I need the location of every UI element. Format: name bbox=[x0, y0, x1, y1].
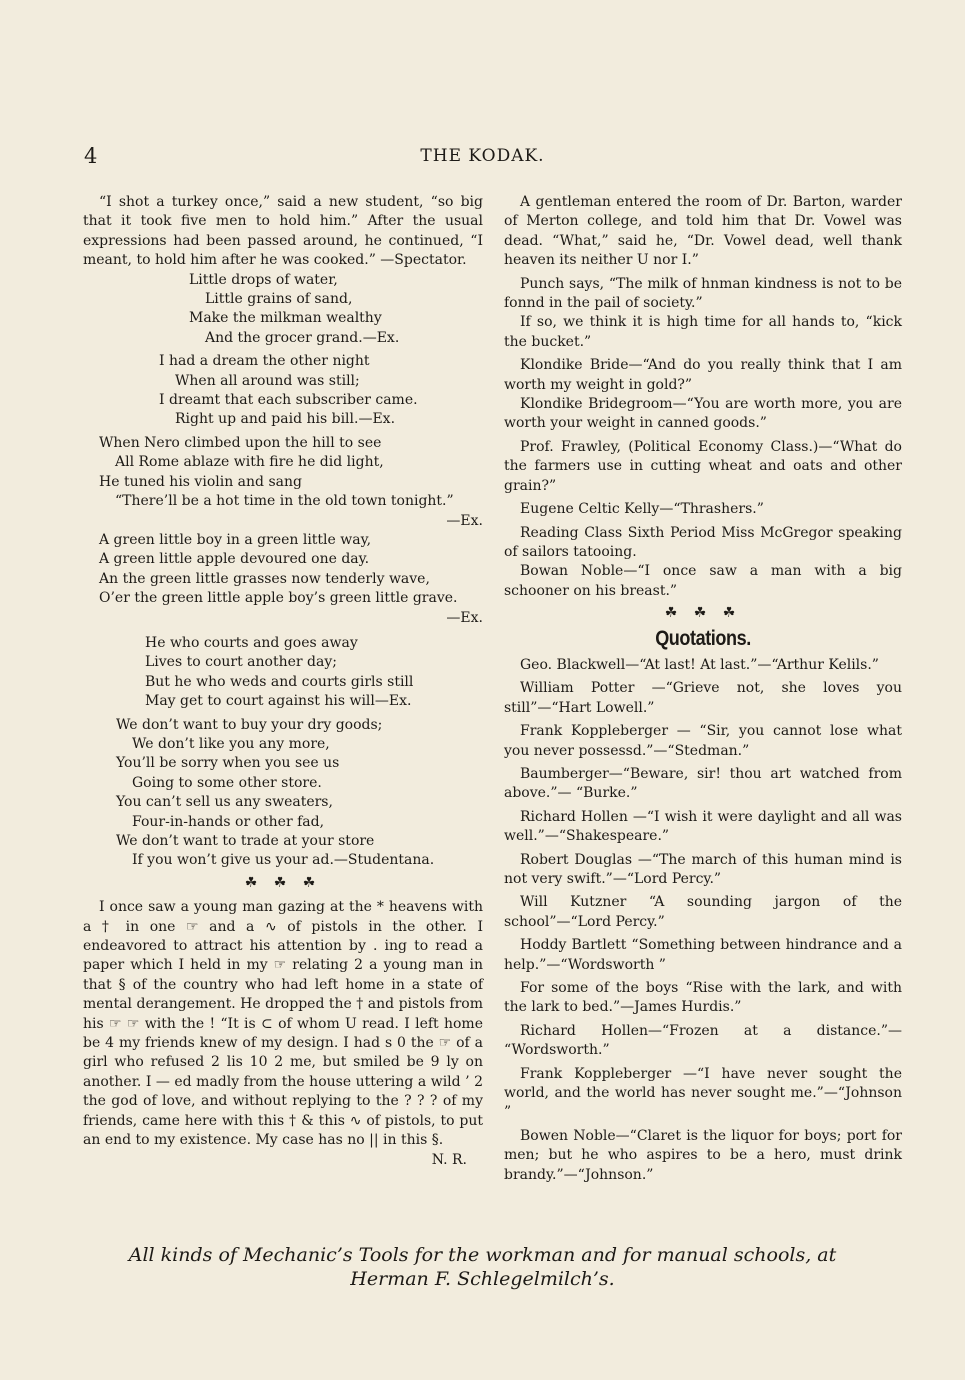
klondike-bride: Klondike Bride—“And do you really think that I am worth my weight in gold?” bbox=[504, 357, 902, 393]
quotation-item: Richard Hollen —“I wish it were daylight and all was well.”—“Shakespeare.” bbox=[504, 808, 902, 845]
verse-line: All Rome ablaze with fire he did light, bbox=[115, 454, 384, 471]
verse-line: A green little apple devoured one day. bbox=[99, 551, 370, 568]
running-title: THE KODAK. bbox=[420, 146, 545, 166]
left-column bbox=[83, 193, 483, 1170]
verse-line: He tuned his violin and sang bbox=[99, 473, 302, 490]
verse-line: I dreamt that each subscriber came. bbox=[159, 392, 418, 409]
barton-anecdote: A gentleman entered the room of Dr. Barton, warder of Merton college, and told him that Dr. Vowel was dead. “What,” said he, “Dr. Vowel dead, well thank heaven its neither U nor I.” bbox=[504, 194, 902, 269]
verse-line: When all around was still; bbox=[175, 372, 360, 389]
verse-line: Right up and paid his bill.—Ex. bbox=[175, 411, 396, 428]
quotation-item: Will Kutzner “A sounding jargon of the school”—“Lord Percy.” bbox=[504, 894, 902, 930]
poem-dream bbox=[159, 352, 483, 430]
poem-water bbox=[189, 271, 483, 349]
verse-line: Little grains of sand, bbox=[205, 291, 353, 308]
verse-line: And the grocer grand.—Ex. bbox=[205, 329, 400, 346]
poem-green-boy bbox=[99, 531, 483, 609]
right-column bbox=[504, 193, 902, 1189]
verse-line: We don’t want to buy your dry goods; bbox=[116, 716, 383, 733]
ornament-divider: ☘ ☘ ☘ bbox=[664, 605, 742, 622]
quotation-item: Geo. Blackwell—“At last! At last.”—“Arthur Kelils.” bbox=[520, 656, 879, 673]
page-header bbox=[0, 144, 965, 168]
ad-line: All kinds of Mechanic’s Tools for the workman and for manual schools, at bbox=[128, 1244, 837, 1266]
verse-line: You’ll be sorry when you see us bbox=[116, 755, 340, 772]
verse-line: We don’t like you any more, bbox=[132, 735, 330, 752]
verse-line: Four-in-hands or other fad, bbox=[132, 813, 325, 830]
verse-line: Lives to court another day; bbox=[145, 654, 337, 671]
verse-line: O’er the green little apple boy’s green little grave. bbox=[99, 590, 458, 607]
quotation-item: Frank Koppleberger —“I have never sought the world, and the world has never sought me.”—“Johnson ” bbox=[504, 1065, 902, 1121]
poem-nero bbox=[99, 434, 483, 512]
poem-credit: —Ex. bbox=[446, 512, 483, 529]
klondike-groom: Klondike Bridegroom—“You are worth more, you are worth your weight in canned goods.” bbox=[504, 396, 902, 432]
verse-line: Little drops of water, bbox=[189, 271, 338, 288]
quotation-item: For some of the boys “Rise with the lark, and with the lark to bed.”—James Hurdis.” bbox=[504, 980, 902, 1016]
poem-dry-goods bbox=[116, 716, 483, 871]
poem-credit: —Ex. bbox=[446, 609, 483, 626]
verse-line: If you won’t give us your ad.—Studentana. bbox=[132, 852, 435, 869]
verse-line: Going to some other store. bbox=[132, 774, 322, 791]
rebus-story: I once saw a young man gazing at the * heavens with a † in one ☞ and a ∿ of pistols in the other. I endeavored to attract his attention by . ing to read a paper which I held in my ☞ relating 2 a young man in that § of the country who had left home in a state of mental derangement. He dropped the † and pistols from his ☞ ☞ with the ! “It is ⊂ of whom U read. I left home be 4 my friends knew of my design. I had s 0 the ☞ of a girl who refused 2 lis 10 2 me, but smiled be 9 ly on another. I — ed madly from the house uttering a wild ’ 2 the god of love, and without replying to the ? ? ? of my friends, came here with this † & this ∿ of pistols, to put an end to my existence. My case has no || in this §. bbox=[83, 899, 483, 1149]
verse-line: When Nero climbed upon the hill to see bbox=[99, 434, 382, 451]
verse-line: Make the milkman wealthy bbox=[189, 310, 382, 327]
turkey-anecdote: “I shot a turkey once,” said a new student, “so big that it took five men to hold him.” After the usual expressions had been passed around, he continued, “I meant, to hold him after he was cooked.” —Spectator. bbox=[83, 194, 483, 269]
verse-line: An the green little grasses now tenderly wave, bbox=[99, 570, 430, 587]
verse-line: “There’ll be a hot time in the old town tonight.” bbox=[115, 493, 454, 510]
verse-line: A green little boy in a green little way, bbox=[99, 531, 372, 548]
quotation-item: Hoddy Bartlett “Something between hindrance and a help.”—“Wordsworth ” bbox=[504, 937, 902, 973]
punch-quote: Punch says, “The milk of hnman kindness is not to be fonnd in the pail of society.” bbox=[504, 275, 902, 312]
poem-courts bbox=[145, 634, 483, 712]
verse-line: You can’t sell us any sweaters, bbox=[116, 794, 333, 811]
quotation-item: Baumberger—“Beware, sir! thou art watched from above.”— “Burke.” bbox=[504, 765, 902, 802]
ad-line: Herman F. Schlegelmilch’s. bbox=[350, 1268, 615, 1290]
page-number: 4 bbox=[84, 144, 98, 168]
quotation-item: William Potter —“Grieve not, she loves you still”—“Hart Lowell.” bbox=[504, 680, 902, 716]
quotation-item: Richard Hollen—“Frozen at a distance.”— “Wordsworth.” bbox=[504, 1022, 902, 1059]
reading-class: Reading Class Sixth Period Miss McGregor speaking of sailors tatooing. bbox=[504, 524, 902, 560]
verse-line: We don’t want to trade at your store bbox=[116, 833, 375, 849]
quotation-item: Frank Koppleberger — “Sir, you cannot lose what you never possessd.”—“Stedman.” bbox=[504, 723, 902, 759]
verse-line: But he who weds and courts girls still bbox=[145, 673, 414, 690]
verse-line: I had a dream the other night bbox=[159, 353, 370, 370]
bucket-joke: If so, we think it is high time for all hands to, “kick the bucket.” bbox=[504, 314, 902, 350]
quotation-item: Robert Douglas —“The march of this human mind is not very swift.”—“Lord Percy.” bbox=[504, 851, 902, 887]
verse-line: He who courts and goes away bbox=[145, 634, 358, 651]
verse-line: May get to court against his will—Ex. bbox=[145, 693, 412, 710]
ornament-divider: ☘ ☘ ☘ bbox=[244, 874, 322, 891]
frawley-question: Prof. Frawley, (Political Economy Class.)—“What do the farmers use in cutting wheat and oats and other grain?” bbox=[504, 438, 902, 494]
footer-advertisement bbox=[0, 1243, 965, 1291]
kelly-answer: Eugene Celtic Kelly—“Thrashers.” bbox=[520, 501, 764, 518]
quotation-item: Bowen Noble—“Claret is the liquor for boys; port for men; but he who aspires to be a hero, must drink brandy.”—“Johnson.” bbox=[504, 1127, 902, 1183]
bowan-noble: Bowan Noble—“I once saw a man with a big schooner on his breast.” bbox=[504, 563, 902, 599]
rebus-signature: N. R. bbox=[431, 1151, 467, 1168]
quotations-heading: Quotations. bbox=[655, 626, 751, 650]
